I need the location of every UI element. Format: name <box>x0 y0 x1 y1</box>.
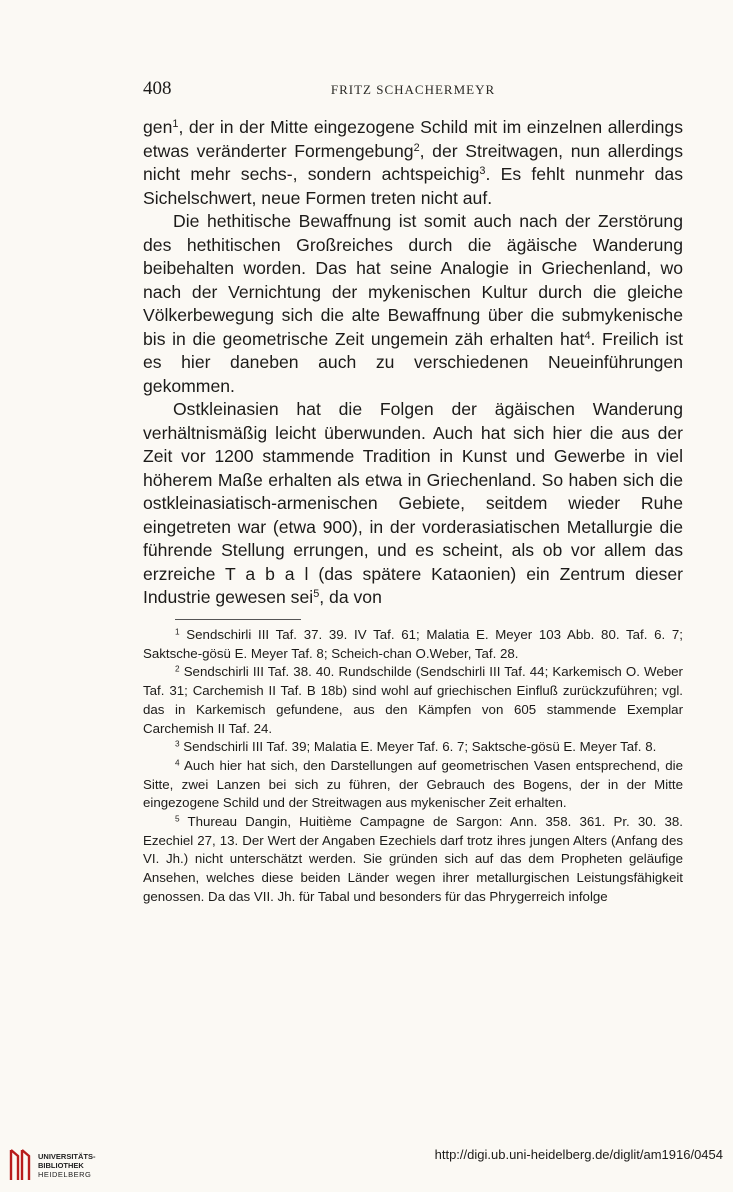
footnote-number: 1 <box>175 627 180 637</box>
footnote-number: 3 <box>175 739 180 749</box>
footnote-3 <box>143 738 683 757</box>
paragraph-3: Ostkleinasien hat die Folgen der ägäischen Wanderung verhältnismäßig leicht überwunden. Auch hat sich hier die aus der Zeit vor 1200 stammende Tradition in Kunst und Gewerbe in viel höherem Maße erhalten als etwa in Griechenland. So haben sich die ostkleinasiatisch-armenischen Gebiete, seitdem wieder Ruhe eingetreten war (etwa 900), in der vorderasiatischen Metallurgie die führende Stellung errungen, und es scheint, als ob vor allem das erzreiche T a b a l (das spätere Kataonien) ein Zentrum dieser Industrie gewesen sei$^5$, da von <box>143 399 683 607</box>
page-number: 408 <box>143 78 172 99</box>
footnote-4 <box>143 757 683 813</box>
footnote-1 <box>143 626 683 663</box>
footnote-text: Sendschirli III Taf. 38. 40. Rundschilde (Sendschirli III Taf. 44; Karkemisch O. Weber Taf. 31; Carchemish II Taf. B 18b) sind wohl auf griechischen Einfluß zurückzuführen; vgl. das in Karkemisch gefundene, aus den Kämpfen von 605 stammende Exemplar Carchemish II Taf. 24. <box>143 664 683 736</box>
footnote-5 <box>143 813 683 907</box>
heidelberg-library-logo-icon <box>8 1148 32 1182</box>
footnote-text: Thureau Dangin, Huitième Campagne de Sargon: Ann. 358. 361. Pr. 30. 38. Ezechiel 27, 13. Der Wert der Angaben Ezechiels darf trotz ihres jungen Alters (Anfang des VI. Jh.) nicht unterschätzt werden. Sie gründen sich auf das dem Propheten geläufige Ansehen, welches diese beiden Länder wegen ihrer metallurgischen Leistungsfähigkeit genossen. Da das VII. Jh. für Tabal und besonders für das Phrygerreich infolge <box>143 814 683 904</box>
footnote-ref-1[interactable]: 1 <box>172 118 179 130</box>
library-logo-text: UNIVERSITÄTS- BIBLIOTHEK HEIDELBERG <box>38 1152 96 1179</box>
footnote-text: Sendschirli III Taf. 39; Malatia E. Meyer Taf. 6. 7; Saktsche-gösü E. Meyer Taf. 8. <box>179 739 657 755</box>
footnote-ref-5[interactable]: 5 <box>313 588 320 600</box>
footnote-ref-3[interactable]: 3 <box>479 165 486 177</box>
library-logo <box>8 1148 128 1184</box>
footnote-ref-4[interactable]: 4 <box>584 329 591 342</box>
footnote-text: Auch hier hat sich, den Darstellungen auf geometrischen Vasen entsprechend, die Sitte, zwei Lanzen bei sich zu führen, der Gebrauch des Bogens, der in der Mitte eingezogene Schild und der Streitwagen aus mykenischer Zeit erhalten. <box>143 757 683 811</box>
footnote-divider <box>175 619 301 620</box>
body-text <box>143 116 683 610</box>
footnote-number: 4 <box>175 758 180 768</box>
footnote-number: 5 <box>175 814 180 824</box>
paragraph-2: Die hethitische Bewaffnung ist somit auch nach der Zerstörung des hethitischen Großreiches durch die ägäische Wanderung beibehalten worden. Das hat seine Analogie in Griechenland, wo nach der Vernichtung der mykenischen Kultur durch die gleiche Völkerbewegung sich die alte Bewaffnung über die submykenische bis in die geometrische Zeit ungemein zäh erhalten hat$^4$. Freilich ist es hier daneben auch zu verschiedenen Neueinführungen gekommen. <box>143 211 683 396</box>
page-header <box>143 78 683 104</box>
footnote-2 <box>143 663 683 738</box>
footnote-text: Sendschirli III Taf. 37. 39. IV Taf. 61; Malatia E. Meyer 103 Abb. 80. Taf. 6. 7; Saktsche-gösü E. Meyer Taf. 8; Scheich-chan O.Weber, Taf. 28. <box>143 627 683 661</box>
paragraph-1: gen$^1$, der in der Mitte eingezogene Schild mit im einzelnen allerdings etwas veränderter Formengebung$^2$, der Streitwagen, nun allerdings nicht mehr sechs-, sondern achtspeichig$^3$. Es fehlt nunmehr das Sichelschwert, neue Formen treten nicht auf. <box>143 117 683 208</box>
footnote-number: 2 <box>175 664 180 674</box>
source-url[interactable]: http://digi.ub.uni-heidelberg.de/diglit/am1916/0454 <box>434 1147 723 1162</box>
footnote-ref-2[interactable]: 2 <box>413 141 420 154</box>
footnotes <box>143 626 683 907</box>
running-title: FRITZ SCHACHERMEYR <box>330 82 496 97</box>
